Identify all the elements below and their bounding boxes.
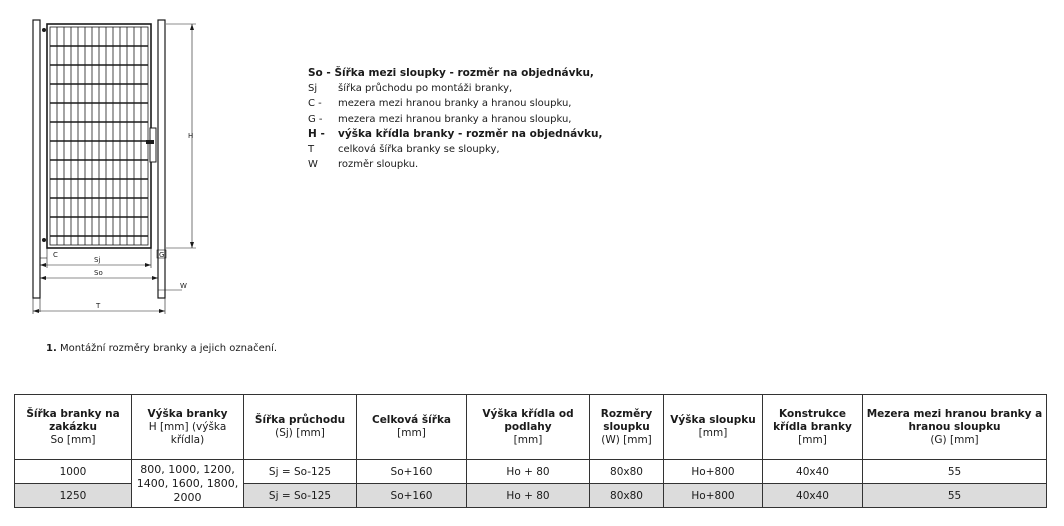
column-header-title: Celková šířka — [371, 414, 452, 426]
column-header-title: Šířka průchodu — [254, 414, 346, 426]
legend-symbol: G - — [308, 113, 323, 125]
table-cell-post-size: 80x80 — [590, 484, 664, 508]
lock-box — [150, 128, 156, 162]
column-header-title: Šířka branky na zakázku — [26, 407, 120, 433]
column-header-title: Výška křídla od podlahy — [482, 407, 574, 433]
dimension-t-label: T — [96, 302, 101, 310]
column-header — [467, 395, 590, 460]
table-cell-sj: Sj = So-125 — [244, 460, 357, 484]
hinge-top-icon — [42, 28, 46, 32]
dimension-sj-label: Sj — [94, 256, 101, 264]
legend-text: mezera mezi hranou branky a hranou sloupku, — [338, 98, 572, 110]
table-cell-construction: 40x40 — [763, 460, 863, 484]
column-header-title: Výška sloupku — [670, 414, 756, 426]
legend-item — [308, 142, 602, 157]
hinge-bottom-icon — [42, 238, 46, 242]
table-cell-post-size: 80x80 — [590, 460, 664, 484]
table-cell-post-height: Ho+800 — [664, 484, 763, 508]
legend-lead-line: So - Šířka mezi sloupky - rozměr na objednávku, — [308, 67, 594, 79]
legend-item — [308, 81, 602, 96]
gate-mesh-panel — [50, 27, 148, 245]
dimension-c-label: C — [53, 251, 58, 259]
table-cell-so: 1000 — [15, 460, 132, 484]
dimension-g-label: G — [159, 251, 165, 259]
dimension-legend — [308, 66, 602, 172]
dimension-w-label: W — [180, 282, 187, 290]
legend-item — [308, 127, 602, 142]
column-header-title: Konstrukce křídla branky — [773, 407, 852, 433]
gate-dimension-drawing — [0, 0, 300, 330]
table-header-row — [15, 395, 1047, 460]
handle-icon — [146, 140, 154, 144]
column-header — [863, 395, 1047, 460]
column-header — [132, 395, 244, 460]
legend-symbol: T — [308, 144, 315, 156]
column-header — [357, 395, 467, 460]
caption-number: 1. — [46, 343, 57, 354]
column-header-title: Mezera mezi hranou branky a hranou sloupku — [866, 407, 1043, 433]
legend-text: šířka průchodu po montáži branky, — [338, 83, 513, 95]
legend-text: rozměr sloupku. — [338, 159, 419, 171]
column-header-unit: [mm] — [513, 433, 543, 446]
column-header — [590, 395, 664, 460]
column-header-unit: (G) [mm] — [930, 433, 979, 446]
legend-symbol: Sj — [308, 83, 318, 95]
dimension-h-label: H — [188, 132, 194, 140]
column-header-unit: [mm] — [798, 433, 827, 446]
legend-item — [308, 157, 602, 172]
legend-text: mezera mezi hranou branky a hranou sloupku, — [338, 113, 572, 125]
table-cell-total: So+160 — [357, 484, 467, 508]
column-header-unit: [mm] — [397, 427, 426, 439]
column-header-title: Rozměry sloupku — [600, 407, 653, 433]
column-header-title: Výška branky — [147, 407, 228, 420]
column-header — [15, 395, 132, 460]
table-cell-wing-from-floor: Ho + 80 — [467, 460, 590, 484]
left-post — [33, 20, 40, 298]
legend-symbol: H - — [308, 127, 325, 140]
caption-text: Montážní rozměry branky a jejich označení. — [59, 343, 278, 354]
legend-item — [308, 112, 602, 127]
table-cell-gap: 55 — [863, 460, 1047, 484]
table-cell-construction: 40x40 — [763, 484, 863, 508]
column-header — [244, 395, 357, 460]
gate-specification-table — [14, 394, 1047, 508]
table-row — [15, 460, 1047, 484]
column-header-unit: H [mm] (výška křídla) — [148, 420, 227, 446]
column-header — [763, 395, 863, 460]
legend-symbol: C - — [308, 98, 322, 110]
table-cell-wing-from-floor: Ho + 80 — [467, 484, 590, 508]
figure-caption — [46, 343, 277, 354]
column-header-unit: (W) [mm] — [601, 433, 652, 446]
column-header-unit: So [mm] — [50, 433, 96, 446]
table-cell-gap: 55 — [863, 484, 1047, 508]
table-cell-so: 1250 — [15, 484, 132, 508]
column-header-unit: [mm] — [698, 427, 728, 439]
dimension-so-label: So — [94, 269, 103, 277]
column-header — [664, 395, 763, 460]
table-cell-total: So+160 — [357, 460, 467, 484]
table-cell-sj: Sj = So-125 — [244, 484, 357, 508]
column-header-unit: (Sj) [mm] — [275, 427, 325, 439]
legend-symbol: W — [308, 159, 318, 171]
legend-text: celková šířka branky se sloupky, — [338, 144, 500, 156]
table-cell-height-values: 800, 1000, 1200, 1400, 1600, 1800, 2000 — [132, 460, 244, 508]
legend-text: výška křídla branky - rozměr na objednávku, — [338, 127, 603, 140]
table-cell-post-height: Ho+800 — [664, 460, 763, 484]
legend-item — [308, 96, 602, 111]
